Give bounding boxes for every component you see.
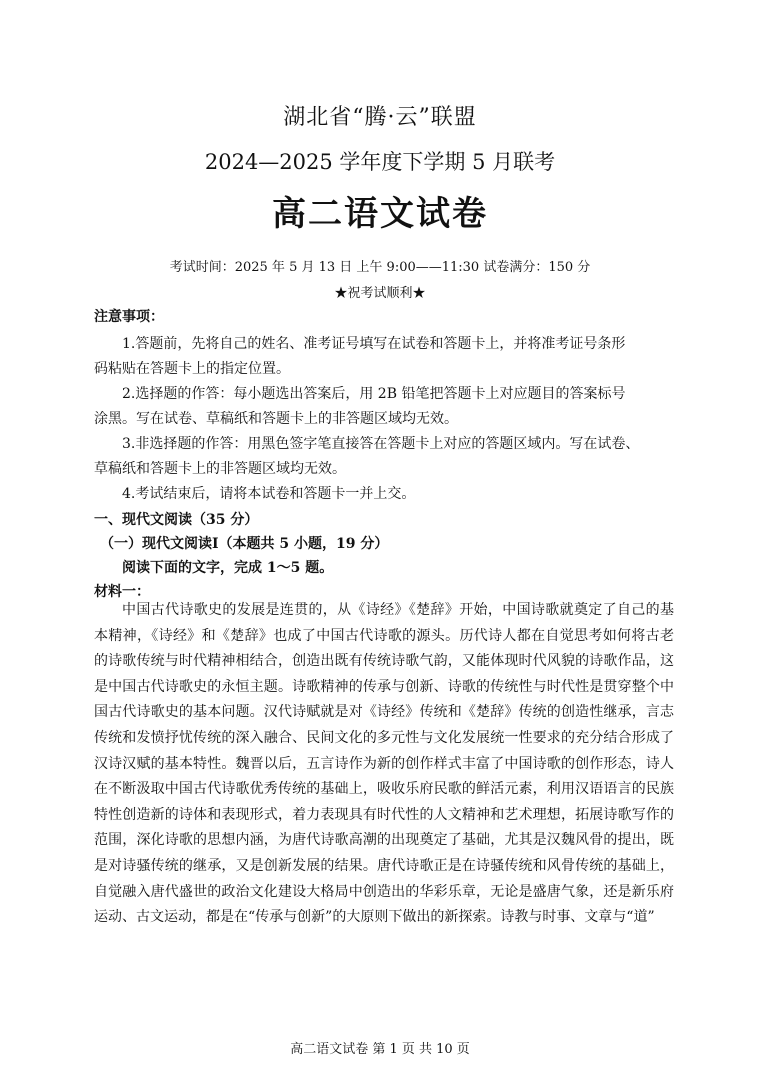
notes-heading: 注意事项：	[94, 309, 164, 325]
note-line: 草稿纸和答题卡上的非答题区域均无效。	[94, 461, 346, 477]
exam-term-title: 2024—2025 学年度下学期 5 月联考	[204, 150, 556, 174]
subsection-title: （一）现代文阅读Ⅰ（本题共 5 小题，19 分）	[100, 536, 389, 552]
material-paragraph: 中国古代诗歌史的发展是连贯的，从《诗经》《楚辞》开始，中国诗歌就奠定了自己的基本精神，《诗经》和《楚辞》也成了中国古代诗歌的源头。历代诗人都在自觉思考如何将古老的诗歌传统与时代精神相结合，创造出既有传统诗歌气韵，又能体现时代风貌的诗歌作品，这是中国古代诗歌史的永恒主题。诗歌精神的传承与创新、诗歌的传统性与时代性是贯穿整个中国古代诗歌史的基本问题。汉代诗赋就是对《诗经》传统和《楚辞》传统的创造性继承，言志传统和发愤抒忧传统的深入融合、民间文化的多元性与文化发展统一性要求的充分结合形成了汉诗汉赋的基本特性。魏晋以后，五言诗作为新的创作样式丰富了中国诗歌的创作形态，诗人在不断汲取中国古代诗歌优秀传统的基础上，吸收乐府民歌的鲜活元素，利用汉语语言的民族特性创造新的诗体和表现形式，着力表现具有时代性的人文精神和艺术理想，拓展诗歌写作的范围，深化诗歌的思想内涵，为唐代诗歌高潮的出现奠定了基础，尤其是汉魏风骨的提出，既是对诗骚传统的继承，又是创新发展的结果。唐代诗歌正是在诗骚传统和风骨传统的基础上，自觉融入唐代盛世的政治文化建设大格局中创造出的华彩乐章，无论是盛唐气象，还是新乐府运动、古文运动，都是在“传承与创新”的大原则下做出的新探索。诗教与时事、文章与“道”	[94, 602, 674, 926]
paper-title: 高二语文试卷	[272, 194, 488, 234]
note-line: 码粘贴在答题卡上的指定位置。	[94, 361, 290, 377]
material-label: 材料一：	[94, 584, 150, 600]
reading-instruction: 阅读下面的文字，完成 1～5 题。	[122, 560, 334, 576]
note-line: 1.答题前，先将自己的姓名、准考证号填写在试卷和答题卡上，并将准考证号条形	[122, 336, 626, 352]
exam-info: 考试时间：2025 年 5 月 13 日 上午 9:00——11:30 试卷满分：150 分	[169, 260, 591, 275]
note-line: 涂黑。写在试卷、草稿纸和答题卡上的非答题区域均无效。	[94, 411, 458, 427]
note-line: 3.非选择题的作答：用黑色签字笔直接答在答题卡上对应的答题区域内。写在试卷、	[122, 436, 640, 452]
note-line: 2.选择题的作答：每小题选出答案后，用 2B 铅笔把答题卡上对应题目的答案标号	[122, 386, 626, 402]
exam-alliance-title: 湖北省“腾·云”联盟	[283, 105, 477, 130]
good-luck-line: ★祝考试顺利★	[334, 286, 426, 301]
section-title: 一、现代文阅读（35 分）	[94, 512, 259, 528]
note-line: 4.考试结束后，请将本试卷和答题卡一并上交。	[122, 486, 416, 502]
page-footer: 高二语文试卷 第 1 页 共 10 页	[290, 1042, 470, 1057]
